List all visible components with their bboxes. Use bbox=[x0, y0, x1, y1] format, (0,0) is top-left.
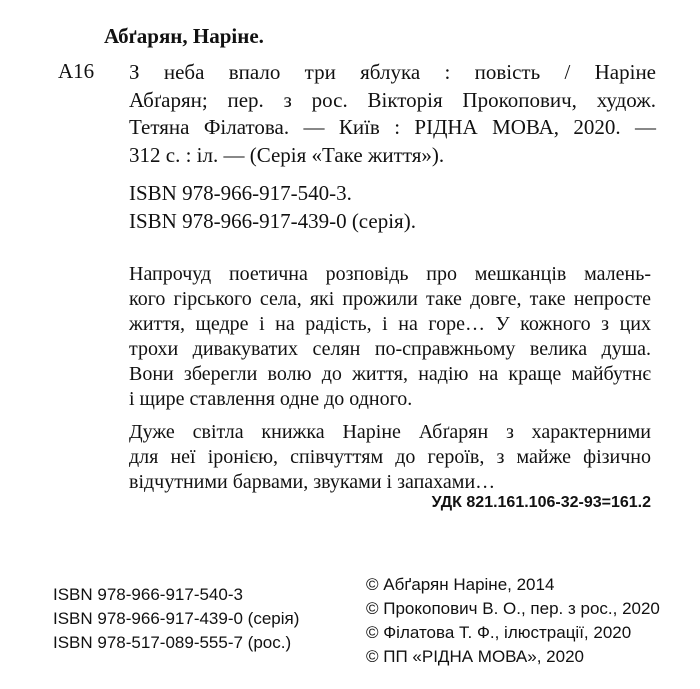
annotation-line: кого гірського села, які прожили таке довге, таке непросте bbox=[129, 288, 651, 310]
annotation-line: життя, щедре і на радість, і на горе… У кожного з цих bbox=[129, 313, 651, 335]
udk-code: УДК 821.161.106-32-93=161.2 bbox=[431, 494, 651, 511]
annotation-line: Вони зберегли волю до життя, надію на краще майбутнє bbox=[129, 363, 651, 385]
isbn-line: ISBN 978-966-917-439-0 (серія). bbox=[129, 208, 416, 233]
author-heading: Абґарян, Наріне. bbox=[104, 24, 264, 48]
annotation-line: відчутними барвами, звуками і запахами… bbox=[129, 471, 496, 493]
isbn-line: ISBN 978-966-917-540-3. bbox=[129, 181, 352, 205]
bibliographic-description bbox=[129, 59, 656, 169]
footer-isbn-line: ISBN 978-966-917-540-3 bbox=[53, 585, 243, 604]
copyright-line: © ПП «РІДНА МОВА», 2020 bbox=[366, 647, 584, 666]
biblio-line: З неба впало три яблука : повість / Наріне bbox=[129, 60, 656, 84]
copyright-list bbox=[366, 573, 660, 669]
annotation-line: трохи дивакуватих селян по-справжньому велика душа. bbox=[129, 338, 651, 360]
classification-code: А16 bbox=[58, 59, 95, 83]
annotation-line: Дуже світла книжка Наріне Абґарян з характерними bbox=[129, 421, 651, 443]
isbn-list bbox=[129, 180, 416, 235]
annotation-line: і щире ставлення одне до одного. bbox=[129, 388, 413, 410]
biblio-line: Тетяна Філатова. — Київ : РІДНА МОВА, 2020. — bbox=[129, 115, 656, 139]
copyright-line: © Абґарян Наріне, 2014 bbox=[366, 575, 555, 594]
annotation-line: Напрочуд поетична розповідь про мешканців малень- bbox=[129, 263, 651, 285]
annotation-line: для неї іронією, співчуттям до героїв, з майже фізично bbox=[129, 446, 651, 468]
footer-isbn-list bbox=[53, 583, 299, 655]
copyright-line: © Прокопович В. О., пер. з рос., 2020 bbox=[366, 599, 660, 618]
biblio-line: 312 с. : іл. — (Серія «Таке життя»). bbox=[129, 142, 445, 167]
footer-isbn-line: ISBN 978-966-917-439-0 (серія) bbox=[53, 609, 300, 628]
biblio-line: Абґарян; пер. з рос. Вікторія Прокопович, худож. bbox=[129, 87, 656, 112]
annotation bbox=[129, 262, 651, 495]
footer-isbn-line: ISBN 978-517-089-555-7 (рос.) bbox=[53, 633, 292, 652]
copyright-line: © Філатова Т. Ф., ілюстрації, 2020 bbox=[366, 623, 632, 642]
